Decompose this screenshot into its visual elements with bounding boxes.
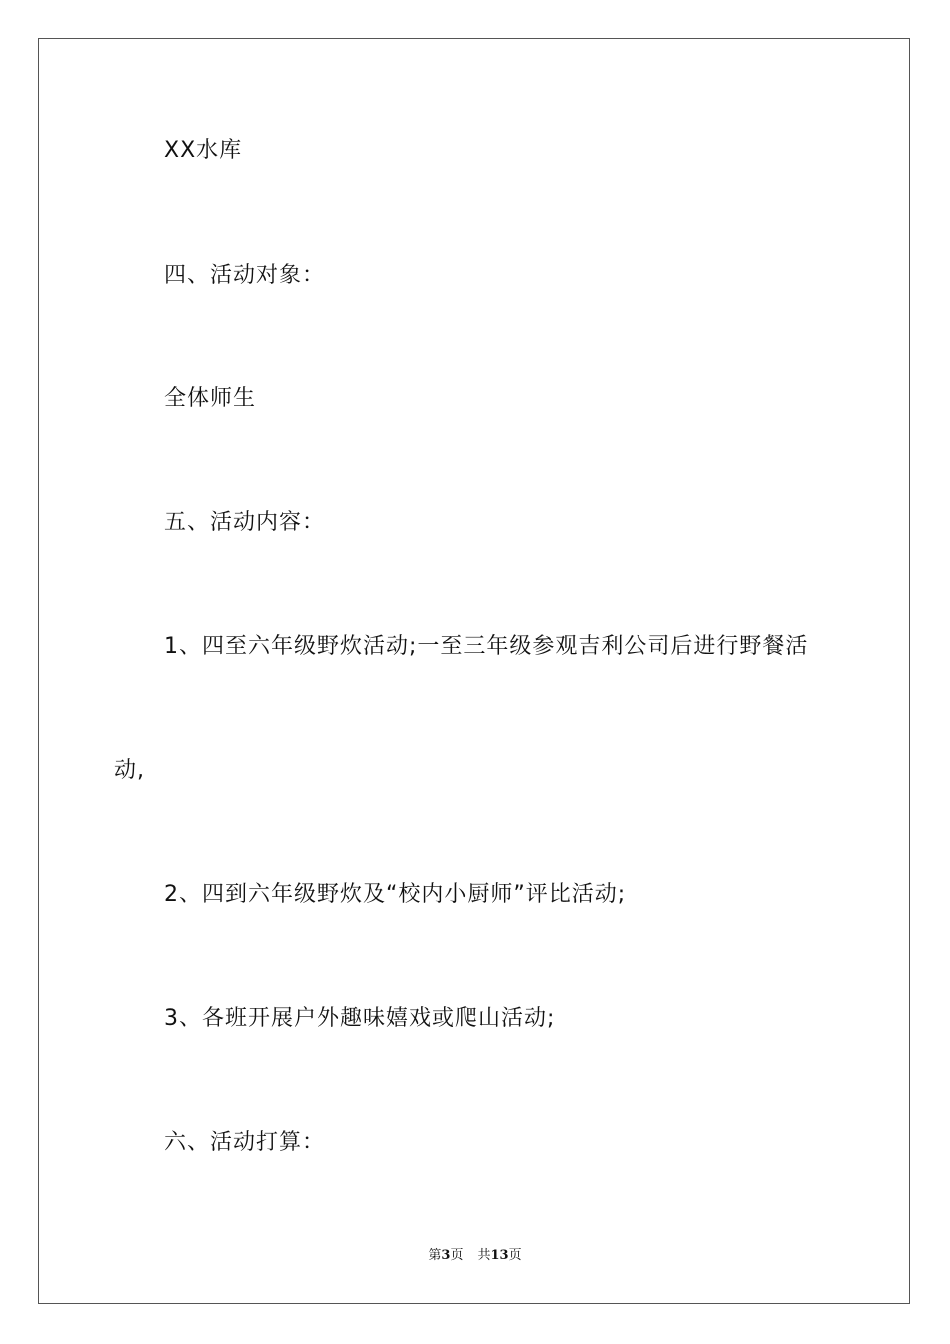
content-item-1: 1、四至六年级野炊活动;一至三年级参观吉利公司后进行野餐活	[164, 634, 809, 659]
total-prefix: 共	[477, 1248, 491, 1263]
page-border	[38, 38, 910, 1304]
location-text: XX水库	[164, 138, 243, 163]
total-suffix: 页	[508, 1248, 522, 1263]
page-current: 3	[441, 1248, 451, 1263]
content-item-1-continuation: 动,	[114, 758, 145, 783]
content-item-3: 3、各班开展户外趣味嬉戏或爬山活动;	[164, 1006, 556, 1031]
section-heading-activity-target: 四、活动对象：	[164, 263, 326, 288]
page-prefix: 第	[428, 1248, 442, 1263]
target-text: 全体师生	[164, 386, 257, 411]
section-heading-activity-plan: 六、活动打算：	[164, 1130, 326, 1155]
page-suffix: 页	[450, 1248, 464, 1263]
section-heading-activity-content: 五、活动内容：	[164, 510, 326, 535]
page-total: 13	[490, 1248, 509, 1263]
content-item-2: 2、四到六年级野炊及“校内小厨师”评比活动;	[164, 882, 627, 907]
page-footer	[0, 1247, 950, 1265]
